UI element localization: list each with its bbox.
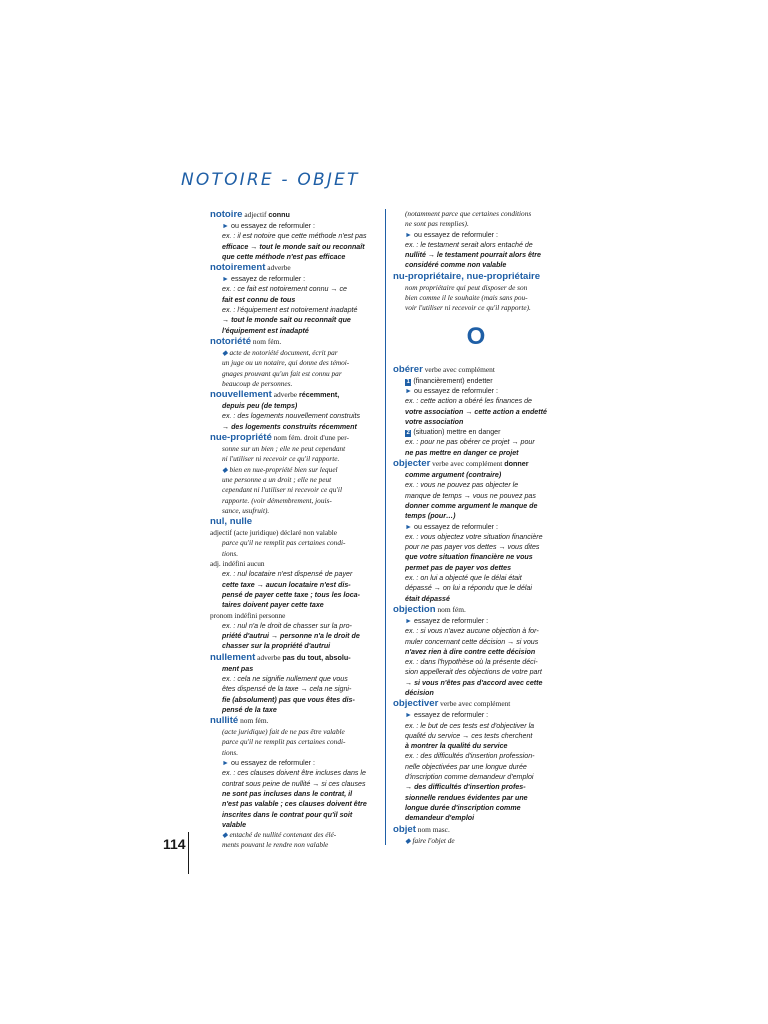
entry-line [393,657,559,667]
entry-line [393,583,559,593]
entry-line [210,252,378,262]
line-text: beaucoup de personnes. [222,378,293,388]
arrow-marker-icon: ► [222,759,231,768]
line-text: ne sont pas remplies). [405,219,469,229]
part-of-speech: nom fém. [251,336,282,346]
entry-line [210,580,378,590]
entry-line [210,779,378,789]
gloss: pas du tout, absolu- [282,652,351,662]
line-text: n'avez rien à dire contre cette décision [405,647,536,656]
entry-line [210,810,378,820]
line-text: ou essayez de reformuler : [231,759,315,768]
line-text: d'inscription comme demandeur d'emploi [405,773,534,782]
entry-line [393,731,559,741]
line-text: cette taxe → aucun locataire n'est dis- [222,580,351,589]
line-text: parce qu'il ne remplit pas certaines condi- [222,538,346,548]
part-of-speech: nom fém. [435,604,466,614]
part-of-speech: adjectif [242,210,269,219]
line-text: considéré comme non valable [405,261,507,270]
line-text: (acte juridique) fait de ne pas être valable [222,727,345,737]
entry-line [393,813,559,823]
line-text: manque de temps → vous ne pouvez pas [405,491,536,500]
entry-line [393,637,559,647]
entry-line [210,274,378,284]
headword-text: nue-propriété [210,432,272,444]
line-text: ou essayez de reformuler : [414,522,498,531]
entry-line [210,444,378,454]
line-text: essayez de reformuler : [414,616,489,625]
entry-line [393,552,559,562]
entry-line [210,737,378,747]
entry-line [210,485,378,495]
line-text: ex. : dans l'hypothèse où la présente déci- [405,658,538,667]
entry-headword [393,271,559,283]
entry-line [393,491,559,501]
part-of-speech: nom fém. droit d'une per- [271,433,349,443]
line-text: n'est pas valable ; ces clauses doivent être [222,800,367,809]
entry-line [210,559,378,569]
line-text: ex. : nul n'a le droit de chasser sur la pro- [222,621,352,630]
line-text: → si vous n'êtes pas d'accord avec cette [405,678,543,687]
entry-line [210,221,378,231]
line-text: ex. : si vous n'avez aucune objection à for- [405,627,539,636]
entry-line [393,386,559,396]
column-divider [385,209,386,845]
entry-line [210,705,378,715]
entry-line [210,231,378,241]
line-text: → des difficultés d'insertion profes- [405,783,526,792]
headword-text: nouvellement [210,389,272,401]
entry-line [210,664,378,674]
line-text: ex. : des logements nouvellement construits [222,412,361,421]
line-text: décision [405,688,434,697]
gloss: récemment, [298,390,340,400]
diamond-bullet-icon: ◆ [222,464,230,474]
line-text: longue durée d'inscription comme [405,803,521,812]
entry-line [393,240,559,250]
entry-line [393,448,559,458]
line-text: (financièrement) endetter [413,376,493,385]
entry-line [393,772,559,782]
line-text: votre association → cette action a endetté [405,407,547,416]
line-text: qualité du service → ces tests cherchent [405,731,533,740]
line-text: ou essayez de reformuler : [414,386,498,395]
entry-line [393,250,559,260]
entry-line [210,799,378,809]
headword-text: nul, nulle [210,516,253,528]
entry-line [210,348,378,358]
entry-headword [393,824,559,836]
entry-headword [393,364,559,376]
arrow-marker-icon: ► [405,616,414,625]
line-text: priété d'autrui → personne n'a le droit de [222,632,360,641]
entry-headword [210,336,378,348]
entry-line [210,326,378,336]
line-text: pensé de payer cette taxe ; tous les loca- [222,590,360,599]
line-text: permet pas de payer vos dettes [405,563,512,572]
line-text: que cette méthode n'est pas efficace [222,252,346,261]
line-text: contrat sous peine de nullité → si ces clauses [222,779,366,788]
part-of-speech: verbe avec complément [430,459,505,469]
entry-line [393,793,559,803]
line-text: ni l'utiliser ni recevoir ce qu'il rapporte. [222,454,340,464]
line-text: était dépassé [405,594,450,603]
entry-line [393,741,559,751]
headword-text: objectiver [393,698,439,710]
entry-line [393,594,559,604]
entry-line [210,758,378,768]
entry-line [210,379,378,389]
entry-line [393,751,559,761]
entry-line [210,569,378,579]
entry-line [210,411,378,421]
entry-line [393,260,559,270]
line-text: ex. : l'équipement est notoirement inadapté [222,306,358,315]
line-text: acte de notoriété document, écrit par [229,347,338,357]
line-text: ne sont pas incluses dans le contrat, il [222,789,353,798]
entry-line [393,427,559,437]
entry-line [393,417,559,427]
headword-text: nullité [210,715,239,727]
gloss: donner [504,459,529,469]
line-text: (notamment parce que certaines conditions [405,209,532,218]
line-text: à montrer la qualité du service [405,742,508,751]
line-text: essayez de reformuler : [231,275,306,284]
headword-text: nullement [210,651,256,663]
line-text: → des logements construits récemment [222,422,357,431]
entry-line [393,647,559,657]
part-of-speech: verbe avec complément [438,699,511,709]
entry-line [210,631,378,641]
line-text: ex. : le testament serait alors entaché de [405,240,533,249]
line-text: valable [222,820,247,829]
entry-line [393,511,559,521]
line-text: bien comme il le souhaite (mais sans pou- [405,293,528,303]
line-text: l'équipement est inadapté [222,326,309,335]
entry-line [210,496,378,506]
arrow-marker-icon: ► [222,275,231,284]
part-of-speech: verbe avec complément [422,364,495,374]
line-text: ment pas [222,664,254,673]
line-text: bien en nue-propriété bien sur lequel [229,464,338,474]
line-text: comme argument (contraire) [405,471,502,480]
arrow-marker-icon: ► [405,386,414,395]
arrow-marker-icon: ► [405,230,414,239]
entry-line [393,209,559,219]
line-text: fie (absolument) pas que vous êtes dis- [222,695,355,704]
entry-headword [210,432,378,444]
entry-line [393,678,559,688]
entry-headword [393,604,559,616]
line-text: votre association [405,417,464,426]
gloss: connu [268,210,290,219]
line-text: ex. : pour ne pas obérer ce projet → pour [405,438,535,447]
headword-text: nu-propriétaire, nue-propriétaire [393,270,541,282]
arrow-marker-icon: ► [222,222,231,230]
entry-line [393,303,559,313]
entry-headword [210,262,378,274]
right-column [393,209,559,846]
entry-line [210,768,378,778]
entry-line [210,454,378,464]
section-letter: O [466,322,486,350]
entry-line [393,470,559,480]
entry-line [393,721,559,731]
entry-line [393,522,559,532]
line-text: ne pas mettre en danger ce projet [405,448,519,457]
line-text: adj. indéfini aucun [210,559,265,569]
part-of-speech: adverbe [265,263,291,273]
line-text: chasser sur la propriété d'autrui [222,642,331,651]
headword-text: objet [393,823,416,835]
headword-text: notoirement [210,262,266,274]
line-text: muler concernant cette décision → si vous [405,637,539,646]
line-text: gnages prouvant qu'un fait est connu par [222,368,342,378]
entry-line [210,549,378,559]
sense-number-badge: 1 [406,378,410,385]
entry-line [210,465,378,475]
line-text: ex. : ces clauses doivent être incluses dans le [222,769,366,778]
line-text: ex. : cette action a obéré les finances de [405,397,532,406]
line-text: parce qu'il ne remplit pas certaines condi- [222,737,346,747]
entry-line [393,501,559,511]
entry-line [393,710,559,720]
entry-line [210,315,378,325]
line-text: tions. [222,747,239,757]
line-text: ou essayez de reformuler : [231,222,315,230]
part-of-speech: adverbe [255,652,283,662]
entry-line [393,293,559,303]
headword-text: objecter [393,458,431,470]
line-text: une personne a un droit ; elle ne peut [222,474,332,484]
entry-line [393,283,559,293]
line-text: pour ne pas payer vos dettes → vous dites [405,543,540,552]
line-text: essayez de reformuler : [414,711,489,720]
line-text: rapporte. (voir démembrement, jouis- [222,495,332,505]
line-text: sance, usufruit). [222,505,270,515]
entry-headword [393,698,559,710]
entry-line [210,695,378,705]
entry-line [210,840,378,850]
line-text: sion appellerait des objections de votre part [405,668,542,677]
page-number-rule [188,832,189,874]
entry-headword [210,516,378,528]
line-text: depuis peu (de temps) [222,402,298,411]
entry-line [393,836,559,846]
entry-line [393,437,559,447]
line-text: demandeur d'emploi [405,814,475,823]
headword-text: notoriété [210,335,252,347]
entry-line [393,376,559,386]
line-text: un juge ou un notaire, qui donne des témoi- [222,358,350,368]
entry-line [210,600,378,610]
line-text: taires doivent payer cette taxe [222,601,324,610]
entry-line [210,506,378,516]
line-text: ex. : vous objectez votre situation financière [405,532,543,541]
entry-line [393,219,559,229]
entry-line [210,475,378,485]
arrow-marker-icon: ► [405,522,414,531]
entry-headword [210,652,378,664]
line-text: → tout le monde sait ou reconnaît que [222,316,351,325]
line-text: nom propriétaire qui peut disposer de son [405,282,528,292]
entry-line [210,641,378,651]
line-text: cependant ni l'utiliser ni recevoir ce qu'il [222,485,342,495]
headword-text: obérer [393,363,423,375]
entry-line [210,295,378,305]
entry-line [393,616,559,626]
line-text: ex. : cela ne signifie nullement que vous [222,674,348,683]
headword-text: objection [393,603,436,615]
left-column [210,209,378,851]
entry-line [210,684,378,694]
line-text: fait est connu de tous [222,295,296,304]
diamond-bullet-icon: ◆ [405,835,413,845]
entry-line [210,727,378,737]
line-text: tions. [222,548,239,558]
entry-line [210,748,378,758]
entry-line [393,762,559,772]
entry-line [210,358,378,368]
line-text: entaché de nullité contenant des élé- [229,830,337,840]
line-text: nelle objectivées par une longue durée [405,762,527,771]
entry-line [210,830,378,840]
entry-line [210,621,378,631]
line-text: ex. : on lui a objecté que le délai était [405,574,522,583]
line-text: sionnelle rendues évidentes par une [405,793,528,802]
line-text: ex. : vous ne pouvez pas objecter le [405,481,519,490]
arrow-marker-icon: ► [405,711,414,720]
page-title: NOTOIRE - OBJET [181,170,360,190]
entry-headword [393,458,559,470]
entry-headword [210,389,378,401]
entry-line [210,611,378,621]
line-text: adjectif (acte juridique) déclaré non valable [210,528,338,538]
entry-line [393,688,559,698]
entry-line [393,573,559,583]
line-text: voir l'utiliser ni recevoir ce qu'il rapporte). [405,303,531,313]
line-text: ex. : des difficultés d'insertion profession- [405,752,535,761]
entry-line [210,590,378,600]
entry-line [210,789,378,799]
entry-line [210,538,378,548]
entry-headword [210,715,378,727]
entry-line [393,407,559,417]
entry-line [210,242,378,252]
entry-line [210,674,378,684]
line-text: êtes dispensé de la taxe → cela ne signi- [222,685,352,694]
diamond-bullet-icon: ◆ [222,830,230,840]
entry-line [393,667,559,677]
entry-line [210,401,378,411]
line-text: dépassé → on lui a répondu que le délai [405,584,532,593]
entry-line [393,480,559,490]
part-of-speech: adverbe [271,390,299,400]
entry-line [210,369,378,379]
entry-line [210,820,378,830]
part-of-speech: nom masc. [415,824,450,834]
line-text: ou essayez de reformuler : [414,230,498,239]
line-text: nullité → le testament pourrait alors être [405,251,541,260]
line-text: inscrites dans le contrat pour qu'il soit [222,810,353,819]
page-number: 114 [163,836,186,852]
line-text: sonne sur un bien ; elle ne peut cependant [222,444,346,454]
entry-line [393,782,559,792]
entry-line [210,528,378,538]
line-text: temps (pour…) [405,512,456,521]
entry-headword [210,209,378,221]
line-text: ex. : il est notoire que cette méthode n'est pas [222,232,367,241]
entry-line [393,542,559,552]
entry-line [393,532,559,542]
entry-line [210,284,378,294]
entry-line [393,396,559,406]
line-text: que votre situation financière ne vous [405,553,533,562]
line-text: ex. : le but de ces tests est d'objectiver la [405,721,535,730]
line-text: efficace → tout le monde sait ou reconnaît [222,242,365,251]
headword-text: notoire [210,209,243,220]
line-text: pronom indéfini personne [210,610,286,620]
entry-line [393,626,559,636]
entry-line [210,305,378,315]
sense-number-badge: 2 [406,430,410,437]
line-text: pensé de la taxe [222,705,277,714]
entry-line [393,230,559,240]
entry-line [393,803,559,813]
part-of-speech: nom fém. [238,716,269,726]
line-text: ments pouvant le rendre non valable [222,840,329,850]
line-text: ex. : nul locataire n'est dispensé de payer [222,570,353,579]
entry-line [210,422,378,432]
diamond-bullet-icon: ◆ [222,347,230,357]
entry-line [393,563,559,573]
line-text: faire l'objet de [412,835,455,845]
line-text: donner comme argument le manque de [405,501,538,510]
line-text: ex. : ce fait est notoirement connu → ce [222,285,347,294]
line-text: (situation) mettre en danger [413,428,501,437]
